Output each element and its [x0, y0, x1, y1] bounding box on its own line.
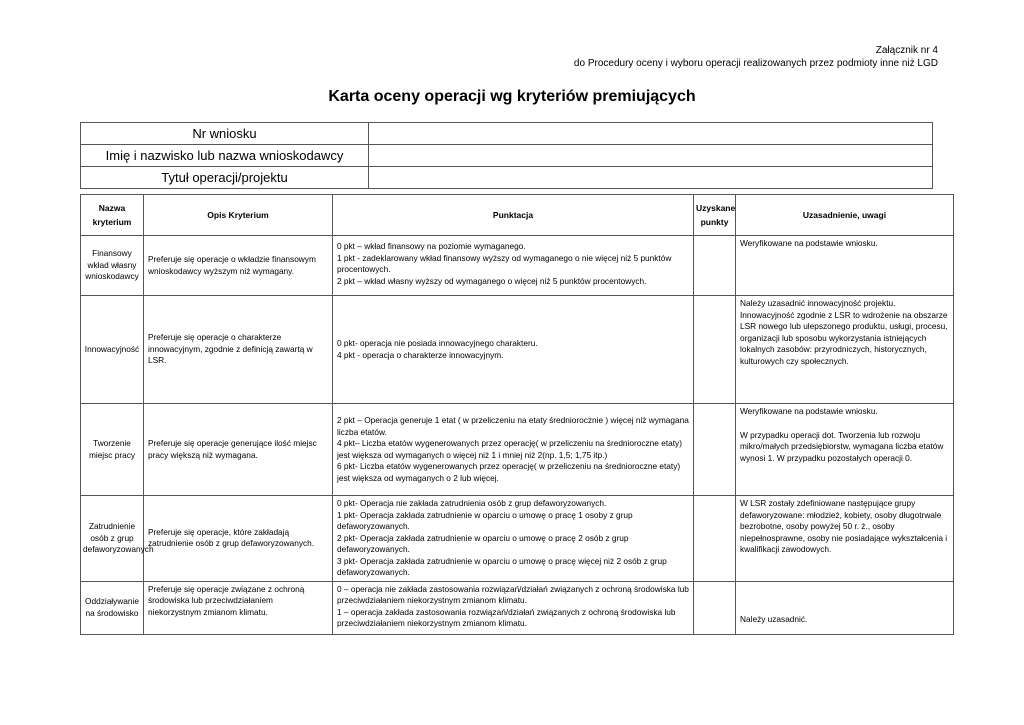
- column-header-earned: Uzyskane punkty: [694, 195, 736, 236]
- justification-cell: [736, 404, 954, 496]
- earned-points-cell[interactable]: [694, 404, 736, 496]
- earned-points-cell[interactable]: [694, 581, 736, 634]
- criteria-table: [80, 194, 954, 635]
- points-line: 4 pkt - operacja o charakterze innowacyjnym.: [337, 349, 504, 360]
- points-line: 1 – operacja zakłada zastosowania rozwiązań/działań związanych z ochroną środowiska lub przeciwdziałaniem niekorzystnym zmianom klimatu.: [337, 606, 676, 628]
- column-header-name: Nazwa kryterium: [81, 195, 144, 236]
- info-value-applicant-name[interactable]: [369, 145, 933, 167]
- column-header-justification: Uzasadnienie, uwagi: [736, 195, 954, 236]
- criterion-description: Preferuje się operacje, które zakładają zatrudnienie osób z grup defaworyzowanych.: [144, 496, 333, 582]
- info-row: [81, 145, 933, 167]
- earned-points-cell[interactable]: [694, 496, 736, 582]
- criteria-header-row: [81, 195, 954, 236]
- criterion-name: Oddziaływanie na środowisko: [81, 581, 144, 634]
- justification-cell: [736, 296, 954, 404]
- table-row: [81, 404, 954, 496]
- justification-line: Należy uzasadnić innowacyjność projektu. Innowacyjność zgodnie z LSR to wdrożenie na obszarze LSR nowego lub ulepszonego produktu, usługi, procesu, organizacji lub sposobu wykorzystania istniejących lokalnych zasobów: przyrodniczych, historycznych, kulturowych czy społecznych.: [740, 298, 948, 366]
- info-label-application-number: Nr wniosku: [81, 123, 369, 145]
- points-line: 3 pkt- Operacja zakłada zatrudnienie w oparciu o umowę o pracę więcej niż 2 osób z grup defaworyzowanych.: [337, 555, 667, 577]
- points-line: 4 pkt– Liczba etatów wygenerowanych przez operację( w przeliczeniu na średnioroczne etaty) jest większa od wymaganych o więcej niż 1 i mniej niż 2(np. 1,5; 1,75 itp.): [337, 438, 682, 460]
- points-line: 1 pkt - zadeklarowany wkład finansowy wyższy od wymaganego o nie więcej niż 5 punktów procentowych.: [337, 252, 672, 274]
- info-value-project-title[interactable]: [369, 167, 933, 189]
- points-line: 6 pkt- Liczba etatów wygenerowanych przez operację( w przeliczeniu na średnioroczne etaty) jest większa od wymaganych o 2 lub więcej.: [337, 461, 681, 483]
- column-header-description: Opis Kryterium: [144, 195, 333, 236]
- justification-line: Należy uzasadnić.: [740, 614, 808, 624]
- info-row: [81, 123, 933, 145]
- justification-cell: [736, 496, 954, 582]
- criterion-name: Finansowy wkład własny wnioskodawcy: [81, 236, 144, 296]
- earned-points-cell[interactable]: [694, 296, 736, 404]
- criterion-points: [333, 496, 694, 582]
- table-row: [81, 581, 954, 634]
- justification-cell: [736, 236, 954, 296]
- page-title: Karta oceny operacji wg kryteriów premiujących: [328, 88, 696, 105]
- criterion-points: [333, 296, 694, 404]
- info-label-project-title: Tytuł operacji/projektu: [81, 167, 369, 189]
- points-line: 0 pkt- Operacja nie zakłada zatrudnienia osób z grup defaworyzowanych.: [337, 498, 607, 508]
- points-line: 1 pkt- Operacja zakłada zatrudnienie w oparciu o umowę o pracę 1 osoby z grup defaworyzowanych.: [337, 509, 633, 531]
- criterion-description: Preferuje się operacje o charakterze innowacyjnym, zgodnie z definicją zawartą w LSR.: [144, 296, 333, 404]
- points-line: 2 pkt – wkład własny wyższy od wymaganego o więcej niż 5 punktów procentowych.: [337, 275, 647, 286]
- info-value-application-number[interactable]: [369, 123, 933, 145]
- justification-line: Weryfikowane na podstawie wniosku.: [740, 406, 878, 416]
- criterion-points: [333, 404, 694, 496]
- info-row: [81, 167, 933, 189]
- criterion-points: [333, 236, 694, 296]
- points-line: 0 – operacja nie zakłada zastosowania rozwiązań/działań związanych z ochroną środowiska lub przeciwdziałaniem niekorzystnym zmianom klimatu.: [337, 583, 689, 605]
- criterion-name: Innowacyjność: [81, 296, 144, 404]
- points-line: 2 pkt- Operacja zakłada zatrudnienie w oparciu o umowę o pracę 2 osób z grup defaworyzowanych.: [337, 532, 629, 554]
- points-line: 2 pkt – Operacja generuje 1 etat ( w przeliczeniu na etaty średniorocznie ) więcej niż wymagana liczba etatów.: [337, 415, 689, 437]
- earned-points-cell[interactable]: [694, 236, 736, 296]
- criterion-description: Preferuje się operacje generujące ilość miejsc pracy większą niż wymagana.: [144, 404, 333, 496]
- table-row: [81, 296, 954, 404]
- justification-line: W LSR zostały zdefiniowane następujące grupy defaworyzowane: młodzież, kobiety, osoby długotrwale bezrobotne, osoby powyżej 50 r. ż., osoby niepełnosprawne, osoby nie posiadające wykształcenia i kwalifikacji zawodowych.: [740, 498, 948, 554]
- header-attachment-number: Załącznik nr 4: [875, 45, 938, 56]
- table-row: [81, 496, 954, 582]
- points-line: 0 pkt- operacja nie posiada innowacyjnego charakteru.: [337, 338, 538, 348]
- criterion-description: Preferuje się operacje o wkładzie finansowym wnioskodawcy wyższym niż wymagany.: [144, 236, 333, 296]
- column-header-points: Punktacja: [333, 195, 694, 236]
- criterion-name: Zatrudnienie osób z grup defaworyzowanych: [81, 496, 144, 582]
- criterion-description: Preferuje się operacje związane z ochroną środowiska lub przeciwdziałaniem niekorzystnym zmianom klimatu.: [144, 581, 333, 634]
- info-label-applicant-name: Imię i nazwisko lub nazwa wnioskodawcy: [81, 145, 369, 167]
- criterion-points: [333, 581, 694, 634]
- criterion-name: Tworzenie miejsc pracy: [81, 404, 144, 496]
- points-line: 0 pkt – wkład finansowy na poziomie wymaganego.: [337, 241, 526, 251]
- justification-line: W przypadku operacji dot. Tworzenia lub rozwoju mikro/małych przedsiębiorstw, wymagana liczba etatów wynosi 1. W przypadku pozostałych operacji 0.: [740, 429, 944, 463]
- application-info-table: [80, 122, 933, 189]
- justification-line: Weryfikowane na podstawie wniosku.: [740, 238, 878, 248]
- justification-cell: [736, 581, 954, 634]
- table-row: [81, 236, 954, 296]
- header-procedure-reference: do Procedury oceny i wyboru operacji realizowanych przez podmioty inne niż LGD: [573, 58, 938, 69]
